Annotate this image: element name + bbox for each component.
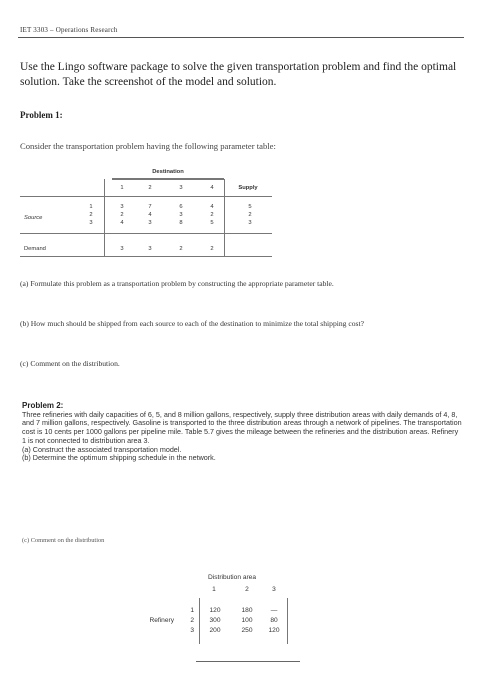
question-a: (a) Formulate this problem as a transportation problem by constructing the appropriate parameter table. — [20, 279, 334, 288]
source-row-2-label: 2 — [89, 212, 93, 218]
destination-col-2: 2 — [148, 185, 152, 191]
mileage-cell: 100 — [241, 617, 253, 624]
demand-cell: 2 — [179, 246, 183, 252]
refinery-row-3-label: 3 — [190, 627, 194, 634]
demand-cell: 3 — [120, 246, 124, 252]
mileage-cell: 300 — [209, 617, 221, 624]
mileage-cell: 180 — [241, 607, 253, 614]
destination-header: Destination — [152, 169, 184, 175]
problem-2-block — [22, 402, 462, 463]
distribution-area-header: Distribution area — [208, 574, 257, 581]
supply-cell: 3 — [248, 220, 252, 226]
mileage-cell: 120 — [268, 627, 280, 634]
area-col-3: 3 — [272, 586, 276, 593]
intro-text: Use the Lingo software package to solve the given transportation problem and find the optimal solution. Take the screenshot of the model and solution. — [20, 61, 457, 88]
supply-cell: 2 — [248, 212, 252, 218]
problem-2-item-b: (b) Determine the optimum shipping schedule in the network. — [22, 453, 216, 463]
mileage-cell: 120 — [209, 607, 221, 614]
question-b: (b) How much should be shipped from each source to each of the destination to minimize the total shipping cost? — [20, 319, 364, 328]
refinery-row-2-label: 2 — [190, 617, 194, 624]
cost-cell: 8 — [179, 220, 183, 226]
cost-cell: 4 — [210, 204, 214, 210]
cost-cell: 3 — [148, 220, 152, 226]
mileage-cell: 80 — [270, 617, 278, 624]
mileage-cell: 250 — [241, 627, 253, 634]
problem-2-body: Three refineries with daily capacities of 6, 5, and 8 million gallons, respectively, supply three distribution areas with daily demands of 4, 8, and 7 million gallons, respectively. Gasoline is transported to the three distribution areas through a network of pipelines. The transportation cost is 10 cents per 1000 gallons per pipeline mile. Table 5.7 gives the mileage between the refineries and the distribution areas. Refinery 1 is not connected to distribution area 3. — [22, 409, 462, 445]
cost-cell: 6 — [179, 204, 183, 210]
refinery-label: Refinery — [149, 617, 174, 624]
problem-1-description: Consider the transportation problem having the following parameter table: — [20, 141, 276, 151]
cost-cell: 7 — [148, 204, 152, 210]
table-bottom-rule — [196, 661, 300, 662]
cost-cell: 4 — [120, 220, 124, 226]
cost-cell: 2 — [210, 212, 214, 218]
mileage-table — [120, 572, 290, 652]
area-col-1: 1 — [212, 586, 216, 593]
cost-cell: 2 — [120, 212, 124, 218]
source-label: Source — [24, 215, 43, 221]
cost-cell: 4 — [148, 212, 152, 218]
mileage-cell: — — [270, 607, 278, 614]
cost-cell: 5 — [210, 220, 214, 226]
problem-2-item-c: (c) Comment on the distribution — [22, 537, 105, 544]
problem-2-title: Problem 2: — [22, 401, 64, 410]
source-row-1-label: 1 — [89, 204, 93, 210]
destination-col-1: 1 — [120, 185, 124, 191]
supply-header: Supply — [238, 185, 258, 191]
problem-2-item-a: (a) Construct the associated transportation model. — [22, 444, 182, 454]
cost-cell: 3 — [120, 204, 124, 210]
destination-col-4: 4 — [210, 185, 214, 191]
course-header: IET 3303 – Operations Research — [20, 26, 118, 34]
area-col-2: 2 — [245, 586, 249, 593]
demand-cell: 2 — [210, 246, 214, 252]
mileage-cell: 200 — [209, 627, 221, 634]
question-c: (c) Comment on the distribution. — [20, 359, 120, 368]
parameter-table — [20, 159, 272, 257]
supply-cell: 5 — [248, 204, 252, 210]
header-divider — [18, 37, 464, 38]
problem-1-title: Problem 1: — [20, 110, 63, 120]
demand-label: Demand — [24, 246, 46, 252]
cost-cell: 3 — [179, 212, 183, 218]
destination-col-3: 3 — [179, 185, 183, 191]
demand-cell: 3 — [148, 246, 152, 252]
source-row-3-label: 3 — [89, 220, 93, 226]
refinery-row-1-label: 1 — [190, 607, 194, 614]
